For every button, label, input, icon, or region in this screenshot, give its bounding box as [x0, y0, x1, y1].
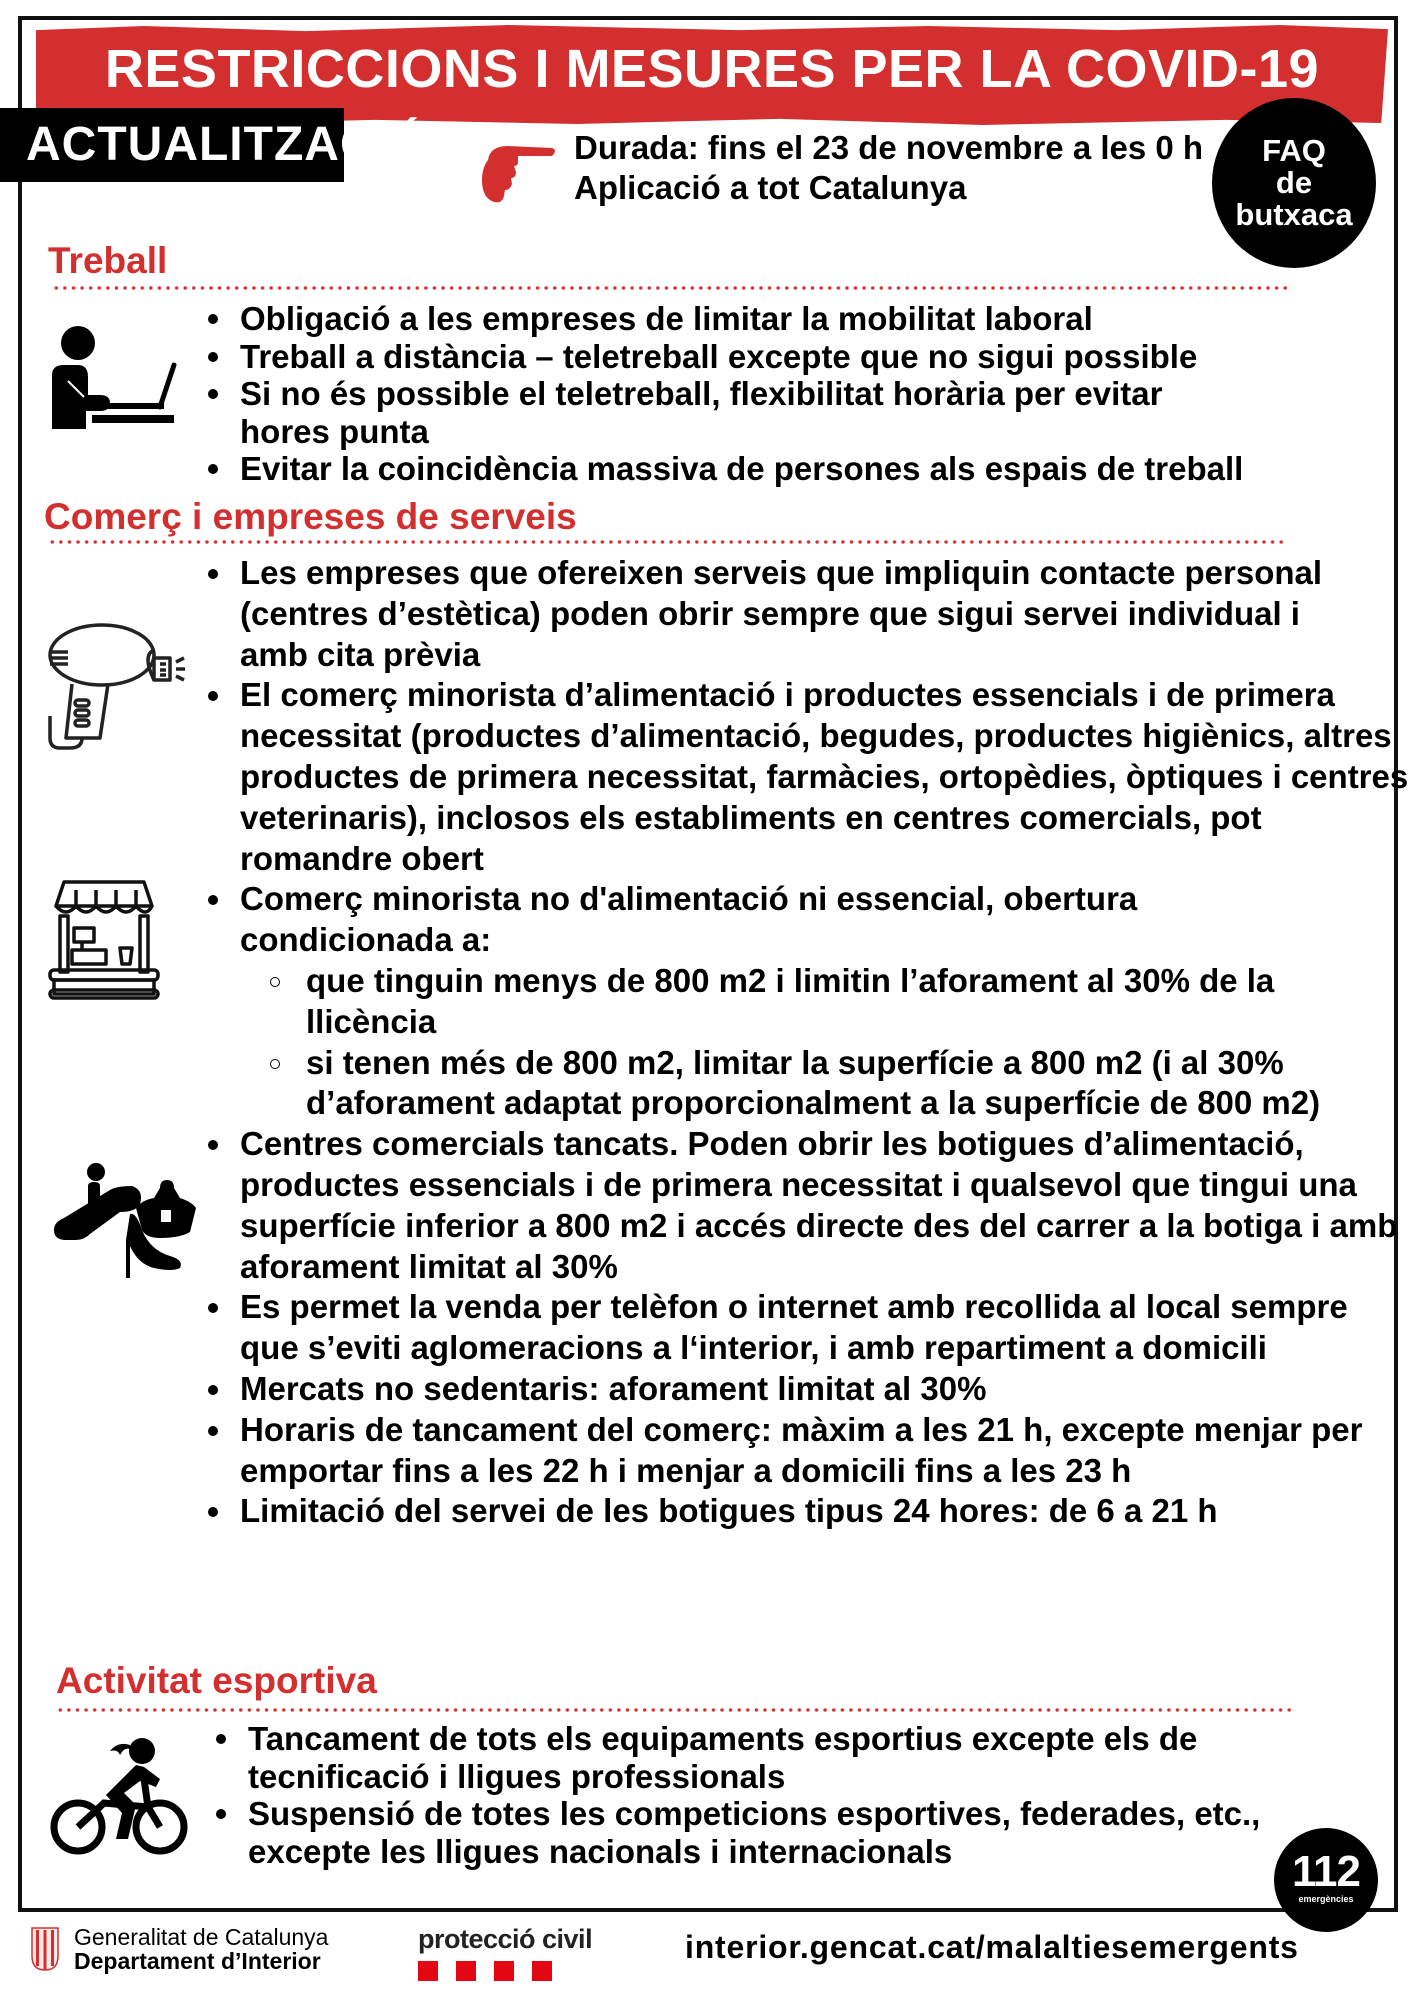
list-item	[208, 879, 1388, 1124]
list-item: Evitar la coincidència massiva de persones als espais de treball	[208, 450, 1308, 488]
list-item-text: Comerç minorista no d'alimentació ni essencial, obertura condicionada a:	[240, 880, 1138, 959]
list-item: Les empreses que ofereixen serveis que impliquin contacte personal (centres d’estètica) poden obrir sempre que sigui servei individual i amb cita prèvia	[208, 553, 1360, 675]
cyclist-icon	[48, 1735, 193, 1860]
shopping-mall-escalator-icon	[50, 1160, 200, 1280]
emergency-112-badge[interactable]	[1274, 1828, 1378, 1932]
sub-list	[240, 961, 1388, 1124]
market-stall-icon	[44, 878, 164, 1000]
scope-text: Aplicació a tot Catalunya	[574, 169, 967, 206]
faq-badge[interactable]	[1212, 98, 1376, 268]
faq-badge-line: de	[1275, 165, 1313, 200]
update-label: ACTUALITZACIÓ	[0, 108, 344, 182]
page-title: RESTRICCIONS I MESURES PER LA COVID-19	[104, 39, 1320, 99]
section-divider	[48, 540, 1288, 544]
list-item: Treball a distància – teletreball excepte que no sigui possible	[208, 338, 1308, 376]
list-item: El comerç minorista d’alimentació i productes essencials i de primera necessitat (productes d’alimentació, begudes, productes higiènics, altres productes de primera necessitat, farmàcies, ortopèdies, òptiques i centres veterinaris), inclosos els establiments en centres comercials, pot romandre obert	[208, 675, 1414, 879]
list-item: Centres comercials tancats. Poden obrir les botigues d’alimentació, productes essencials i de primera necessitat i qualsevol que tingui una superfície inferior a 800 m2 i accés directe des del carrer a la botiga i amb aforament limitat al 30%	[208, 1124, 1410, 1287]
list-item: Es permet la venda per telèfon o internet amb recollida al local sempre que s’eviti aglomeracions a l‘interior, i amb repartiment a domicili	[208, 1287, 1360, 1369]
validity-info	[574, 128, 1203, 208]
comerc-list	[208, 553, 1409, 1532]
gov-name: Generalitat de Catalunya	[74, 1924, 329, 1950]
proteccio-civil-squares	[418, 1961, 592, 1981]
website-link[interactable]: interior.gencat.cat/malaltiesemergents	[685, 1929, 1299, 1965]
list-item: Horaris de tancament del comerç: màxim a les 21 h, excepte menjar per emportar fins a les 22 h i menjar a domicili fins a les 23 h	[208, 1410, 1414, 1492]
treball-list	[208, 300, 1308, 488]
duration-text: Durada: fins el 23 de novembre a les 0 h	[574, 129, 1204, 166]
emergency-number: 112	[1292, 1847, 1360, 1896]
remote-worker-laptop-icon	[50, 325, 180, 435]
section-title-treball: Treball	[48, 240, 168, 281]
list-item: Mercats no sedentaris: aforament limitat al 30%	[208, 1369, 1388, 1410]
senyera-shield-icon	[30, 1926, 60, 1972]
list-item: Si no és possible el teletreball, flexibilitat horària per evitar hores punta	[208, 375, 1220, 450]
proteccio-civil-label: protecció civil	[418, 1924, 593, 1954]
sub-list-item: que tinguin menys de 800 m2 i limitin l’aforament al 30% de la llicència	[270, 961, 1286, 1043]
generalitat-logo	[30, 1925, 328, 1973]
hair-dryer-icon	[42, 620, 192, 750]
faq-badge-line: butxaca	[1235, 197, 1353, 232]
section-title-esport: Activitat esportiva	[56, 1660, 377, 1701]
pointing-hand-icon	[478, 140, 558, 210]
emergency-label: emergències	[1298, 1894, 1354, 1904]
list-item: Obligació a les empreses de limitar la mobilitat laboral	[208, 300, 1308, 338]
sub-list-item: si tenen més de 800 m2, limitar la superfície a 800 m2 (i al 30% d’aforament adaptat proporcionalment a la superfície de 800 m2)	[270, 1043, 1406, 1125]
list-item: Limitació del servei de les botigues tipus 24 hores: de 6 a 21 h	[208, 1491, 1388, 1532]
department-name: Departament d’Interior	[74, 1948, 321, 1974]
proteccio-civil-logo	[418, 1924, 592, 1981]
section-divider	[56, 1708, 1296, 1712]
section-divider	[52, 286, 1292, 290]
faq-badge-line: FAQ	[1262, 133, 1326, 168]
list-item: Tancament de tots els equipaments esportius excepte els de tecnificació i lligues professionals	[216, 1720, 1208, 1795]
section-title-comerc: Comerç i empreses de serveis	[44, 496, 577, 537]
esport-list	[216, 1720, 1296, 1870]
list-item: Suspensió de totes les competicions esportives, federades, etc., excepte les lligues nacionals i internacionals	[216, 1795, 1288, 1870]
